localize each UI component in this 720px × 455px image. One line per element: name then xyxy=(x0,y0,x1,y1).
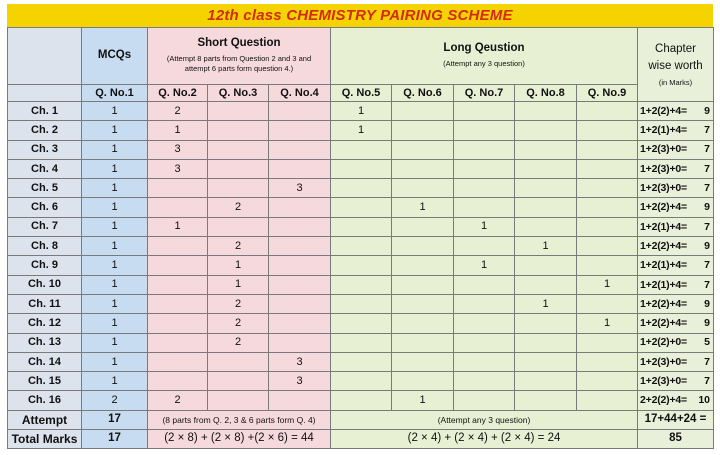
attempt-row-label: Attempt xyxy=(8,410,82,429)
q-header-6: Q. No.6 xyxy=(392,85,454,102)
worth-formula: 1+2(2)+4= xyxy=(640,201,687,214)
chapter-worth-content xyxy=(638,222,713,233)
worth-formula: 1+2(2)+4= xyxy=(640,297,687,310)
q2-cell: 1 xyxy=(148,121,208,140)
table-row xyxy=(8,217,714,236)
chapter-label: Ch. 2 xyxy=(8,121,82,140)
q7-cell xyxy=(454,102,515,121)
q9-cell: 1 xyxy=(577,314,638,333)
chapter-worth-cell xyxy=(638,275,714,294)
q9-cell xyxy=(577,372,638,391)
chapter-worth-content xyxy=(638,337,713,348)
worth-formula: 1+2(3)+0= xyxy=(640,355,687,368)
q9-cell xyxy=(577,217,638,236)
q9-cell xyxy=(577,294,638,313)
q7-cell xyxy=(454,179,515,198)
q3-cell xyxy=(208,159,269,178)
table-row xyxy=(8,275,714,294)
chapter-worth-content xyxy=(638,376,713,387)
chapter-label: Ch. 5 xyxy=(8,179,82,198)
q5-cell: 1 xyxy=(331,121,392,140)
long-question-header xyxy=(331,28,638,85)
chapter-worth-cell xyxy=(638,372,714,391)
mcqs-header: MCQs xyxy=(82,28,148,85)
q7-cell xyxy=(454,352,515,371)
q1-cell: 1 xyxy=(82,256,148,275)
q3-cell xyxy=(208,391,269,410)
worth-formula: 1+2(3)+0= xyxy=(640,375,687,388)
worth-formula: 1+2(3)+0= xyxy=(640,162,687,175)
q1-cell: 1 xyxy=(82,352,148,371)
q5-cell xyxy=(331,217,392,236)
q3-cell: 1 xyxy=(208,275,269,294)
q3-cell xyxy=(208,179,269,198)
table-row xyxy=(8,237,714,256)
q-header-3: Q. No.3 xyxy=(208,85,269,102)
total-marks-row xyxy=(8,429,714,448)
worth-formula: 1+2(3)+0= xyxy=(640,182,687,195)
q1-cell: 1 xyxy=(82,179,148,198)
chapter-worth-content xyxy=(638,299,713,310)
total-marks-row-worth: 85 xyxy=(638,429,714,448)
q7-cell xyxy=(454,275,515,294)
chapter-worth-cell xyxy=(638,352,714,371)
q2-cell xyxy=(148,198,208,217)
chapter-label: Ch. 11 xyxy=(8,294,82,313)
q3-cell xyxy=(208,352,269,371)
q4-cell: 3 xyxy=(269,352,331,371)
q4-cell xyxy=(269,217,331,236)
chapter-worth-note: (in Marks) xyxy=(658,77,693,87)
q8-cell xyxy=(515,333,577,352)
q-header-2: Q. No.2 xyxy=(148,85,208,102)
q7-cell xyxy=(454,140,515,159)
chapter-label: Ch. 8 xyxy=(8,237,82,256)
chapter-label: Ch. 12 xyxy=(8,314,82,333)
table-row xyxy=(8,179,714,198)
table-row xyxy=(8,391,714,410)
q1-cell: 1 xyxy=(82,140,148,159)
chapter-label: Ch. 4 xyxy=(8,159,82,178)
worth-total: 7 xyxy=(704,355,710,368)
chapter-label: Ch. 16 xyxy=(8,391,82,410)
q4-cell xyxy=(269,198,331,217)
worth-total: 7 xyxy=(704,375,710,388)
chapter-label: Ch. 15 xyxy=(8,372,82,391)
q1-cell: 1 xyxy=(82,102,148,121)
chapter-worth-title: Chapter wise worth xyxy=(648,43,703,72)
table-row xyxy=(8,314,714,333)
q4-cell xyxy=(269,121,331,140)
q8-cell xyxy=(515,352,577,371)
chapter-label: Ch. 6 xyxy=(8,198,82,217)
chapter-label: Ch. 7 xyxy=(8,217,82,236)
chapter-worth-content xyxy=(638,318,713,329)
q6-cell xyxy=(392,256,454,275)
q5-cell xyxy=(331,352,392,371)
q8-cell: 1 xyxy=(515,237,577,256)
short-question-title: Short Question xyxy=(197,37,281,50)
q9-cell xyxy=(577,391,638,410)
q8-cell xyxy=(515,159,577,178)
worth-formula: 2+2(2)+4= xyxy=(640,394,687,407)
table-row xyxy=(8,140,714,159)
chapter-worth-header xyxy=(638,28,714,102)
q1-cell: 2 xyxy=(82,391,148,410)
q7-cell xyxy=(454,237,515,256)
worth-total: 7 xyxy=(704,182,710,195)
q5-cell xyxy=(331,275,392,294)
chapter-worth-content xyxy=(638,202,713,213)
chapter-worth-cell xyxy=(638,179,714,198)
worth-formula: 1+2(1)+4= xyxy=(640,220,687,233)
q2-cell: 2 xyxy=(148,391,208,410)
worth-formula: 1+2(2)+4= xyxy=(640,104,687,117)
q3-cell xyxy=(208,217,269,236)
chapter-label: Ch. 9 xyxy=(8,256,82,275)
q6-cell xyxy=(392,372,454,391)
q9-cell xyxy=(577,179,638,198)
q3-cell: 2 xyxy=(208,314,269,333)
chapter-worth-cell xyxy=(638,159,714,178)
title-banner xyxy=(7,4,713,27)
q5-cell xyxy=(331,179,392,198)
q4-cell xyxy=(269,294,331,313)
q9-cell xyxy=(577,121,638,140)
q7-cell: 1 xyxy=(454,217,515,236)
q3-cell xyxy=(208,140,269,159)
q8-cell xyxy=(515,314,577,333)
chapter-label: Ch. 13 xyxy=(8,333,82,352)
worth-total: 9 xyxy=(704,297,710,310)
q2-cell: 3 xyxy=(148,159,208,178)
worth-total: 7 xyxy=(704,278,710,291)
q9-cell: 1 xyxy=(577,275,638,294)
q5-cell xyxy=(331,294,392,313)
q-header-5: Q. No.5 xyxy=(331,85,392,102)
q2-cell xyxy=(148,352,208,371)
q1-cell: 1 xyxy=(82,217,148,236)
table-row xyxy=(8,121,714,140)
table-row xyxy=(8,372,714,391)
header-row-questions xyxy=(8,85,714,102)
q9-cell xyxy=(577,159,638,178)
pairing-table xyxy=(7,27,714,449)
chapter-worth-cell xyxy=(638,121,714,140)
attempt-row-mcq: 17 xyxy=(82,410,148,429)
q9-cell xyxy=(577,198,638,217)
chapter-label: Ch. 14 xyxy=(8,352,82,371)
q4-cell xyxy=(269,237,331,256)
chapter-worth-content xyxy=(638,395,713,406)
chapter-worth-cell xyxy=(638,102,714,121)
q6-cell xyxy=(392,314,454,333)
q2-cell xyxy=(148,275,208,294)
q7-cell: 1 xyxy=(454,256,515,275)
q2-cell xyxy=(148,256,208,275)
q1-cell: 1 xyxy=(82,237,148,256)
q2-cell xyxy=(148,294,208,313)
q1-cell: 1 xyxy=(82,159,148,178)
q1-cell: 1 xyxy=(82,372,148,391)
worth-formula: 1+2(2)+0= xyxy=(640,336,687,349)
q5-cell xyxy=(331,333,392,352)
q2-cell xyxy=(148,314,208,333)
worth-formula: 1+2(2)+4= xyxy=(640,317,687,330)
q6-cell xyxy=(392,294,454,313)
chapter-worth-content xyxy=(638,106,713,117)
q2-cell xyxy=(148,179,208,198)
table-row xyxy=(8,256,714,275)
chapter-worth-cell xyxy=(638,198,714,217)
q1-cell: 1 xyxy=(82,333,148,352)
q8-cell xyxy=(515,391,577,410)
q5-cell xyxy=(331,314,392,333)
q8-cell xyxy=(515,372,577,391)
worth-total: 7 xyxy=(704,124,710,137)
long-question-note: (Attempt any 3 question) xyxy=(443,58,525,68)
corner-cell xyxy=(8,28,82,85)
q4-cell: 3 xyxy=(269,372,331,391)
q-header-8: Q. No.8 xyxy=(515,85,577,102)
q8-cell xyxy=(515,256,577,275)
table-row xyxy=(8,159,714,178)
q7-cell xyxy=(454,314,515,333)
chapter-worth-content xyxy=(638,183,713,194)
chapter-worth-cell xyxy=(638,294,714,313)
attempt-row-worth: 17+44+24 = xyxy=(638,410,714,429)
table-row xyxy=(8,294,714,313)
q5-cell xyxy=(331,256,392,275)
chapter-worth-cell xyxy=(638,256,714,275)
q8-cell xyxy=(515,275,577,294)
chapter-label: Ch. 1 xyxy=(8,102,82,121)
total-marks-row-short: (2 × 8) + (2 × 8) +(2 × 6) = 44 xyxy=(148,429,331,448)
q2-cell: 2 xyxy=(148,102,208,121)
worth-total: 9 xyxy=(704,239,710,252)
q4-cell xyxy=(269,314,331,333)
q6-cell xyxy=(392,352,454,371)
chapter-worth-cell xyxy=(638,237,714,256)
chapter-label: Ch. 10 xyxy=(8,275,82,294)
q2-cell xyxy=(148,237,208,256)
q7-cell xyxy=(454,333,515,352)
q6-cell: 1 xyxy=(392,391,454,410)
q3-cell: 2 xyxy=(208,198,269,217)
q2-cell: 1 xyxy=(148,217,208,236)
q3-cell xyxy=(208,121,269,140)
worth-formula: 1+2(1)+4= xyxy=(640,278,687,291)
q2-cell xyxy=(148,333,208,352)
chapter-worth-content xyxy=(638,125,713,136)
q5-cell xyxy=(331,140,392,159)
short-question-header xyxy=(148,28,331,85)
q3-cell: 2 xyxy=(208,237,269,256)
q4-cell xyxy=(269,275,331,294)
q3-cell: 1 xyxy=(208,256,269,275)
q6-cell xyxy=(392,159,454,178)
corner-cell-lower xyxy=(8,85,82,102)
q3-cell: 2 xyxy=(208,294,269,313)
q5-cell xyxy=(331,372,392,391)
q8-cell xyxy=(515,217,577,236)
q5-cell xyxy=(331,237,392,256)
q3-cell: 2 xyxy=(208,333,269,352)
q-header-4: Q. No.4 xyxy=(269,85,331,102)
q7-cell xyxy=(454,294,515,313)
q6-cell xyxy=(392,102,454,121)
q6-cell xyxy=(392,217,454,236)
q8-cell: 1 xyxy=(515,294,577,313)
q9-cell xyxy=(577,333,638,352)
q4-cell xyxy=(269,140,331,159)
q6-cell xyxy=(392,275,454,294)
q9-cell xyxy=(577,237,638,256)
q4-cell xyxy=(269,256,331,275)
q7-cell xyxy=(454,159,515,178)
worth-total: 9 xyxy=(704,104,710,117)
q-header-9: Q. No.9 xyxy=(577,85,638,102)
chapter-worth-cell xyxy=(638,333,714,352)
chapter-worth-content xyxy=(638,144,713,155)
table-row xyxy=(8,102,714,121)
q6-cell xyxy=(392,333,454,352)
q6-cell xyxy=(392,140,454,159)
page-title: 12th class CHEMISTRY PAIRING SCHEME xyxy=(207,7,513,24)
chapter-worth-content xyxy=(638,164,713,175)
chapter-worth-cell xyxy=(638,314,714,333)
q2-cell xyxy=(148,372,208,391)
chapter-worth-content xyxy=(638,280,713,291)
q4-cell xyxy=(269,333,331,352)
q1-cell: 1 xyxy=(82,275,148,294)
chapter-worth-cell xyxy=(638,140,714,159)
attempt-row-long: (Attempt any 3 question) xyxy=(331,410,638,429)
chapter-worth-content xyxy=(638,241,713,252)
q7-cell xyxy=(454,198,515,217)
q9-cell xyxy=(577,102,638,121)
attempt-row xyxy=(8,410,714,429)
total-marks-row-mcq: 17 xyxy=(82,429,148,448)
worth-total: 7 xyxy=(704,143,710,156)
q8-cell xyxy=(515,102,577,121)
chapter-worth-content xyxy=(638,357,713,368)
table-row xyxy=(8,352,714,371)
worth-formula: 1+2(3)+0= xyxy=(640,143,687,156)
q4-cell xyxy=(269,391,331,410)
total-marks-row-long: (2 × 4) + (2 × 4) + (2 × 4) = 24 xyxy=(331,429,638,448)
total-marks-row-label: Total Marks xyxy=(8,429,82,448)
q6-cell: 1 xyxy=(392,198,454,217)
q1-cell: 1 xyxy=(82,314,148,333)
q9-cell xyxy=(577,140,638,159)
worth-total: 5 xyxy=(704,336,710,349)
q5-cell xyxy=(331,198,392,217)
q8-cell xyxy=(515,121,577,140)
table-row xyxy=(8,198,714,217)
q1-cell: 1 xyxy=(82,198,148,217)
worth-formula: 1+2(1)+4= xyxy=(640,259,687,272)
q4-cell: 3 xyxy=(269,179,331,198)
q8-cell xyxy=(515,198,577,217)
chapter-worth-cell xyxy=(638,217,714,236)
worth-total: 9 xyxy=(704,201,710,214)
q6-cell xyxy=(392,121,454,140)
q4-cell xyxy=(269,102,331,121)
q7-cell xyxy=(454,391,515,410)
q3-cell xyxy=(208,372,269,391)
q4-cell xyxy=(269,159,331,178)
chapter-worth-content xyxy=(638,260,713,271)
worth-total: 7 xyxy=(704,220,710,233)
short-question-note: (Attempt 8 parts from Question 2 and 3 and attempt 6 parts form question 4.) xyxy=(166,53,312,73)
q2-cell: 3 xyxy=(148,140,208,159)
q8-cell xyxy=(515,179,577,198)
worth-total: 10 xyxy=(698,394,710,407)
q7-cell xyxy=(454,121,515,140)
worth-formula: 1+2(2)+4= xyxy=(640,239,687,252)
worth-formula: 1+2(1)+4= xyxy=(640,124,687,137)
chapter-worth-cell xyxy=(638,391,714,410)
header-row-top xyxy=(8,28,714,85)
q9-cell xyxy=(577,352,638,371)
q5-cell xyxy=(331,391,392,410)
q5-cell: 1 xyxy=(331,102,392,121)
worth-total: 9 xyxy=(704,317,710,330)
q6-cell xyxy=(392,237,454,256)
q3-cell xyxy=(208,102,269,121)
q9-cell xyxy=(577,256,638,275)
q6-cell xyxy=(392,179,454,198)
worth-total: 7 xyxy=(704,259,710,272)
q5-cell xyxy=(331,159,392,178)
attempt-row-short: (8 parts from Q. 2, 3 & 6 parts form Q. 4) xyxy=(148,410,331,429)
q-header-1: Q. No.1 xyxy=(82,85,148,102)
q1-cell: 1 xyxy=(82,121,148,140)
q1-cell: 1 xyxy=(82,294,148,313)
long-question-title: Long Qeustion xyxy=(443,42,525,55)
worth-total: 7 xyxy=(704,162,710,175)
table-row xyxy=(8,333,714,352)
q-header-7: Q. No.7 xyxy=(454,85,515,102)
q8-cell xyxy=(515,140,577,159)
q7-cell xyxy=(454,372,515,391)
chapter-label: Ch. 3 xyxy=(8,140,82,159)
